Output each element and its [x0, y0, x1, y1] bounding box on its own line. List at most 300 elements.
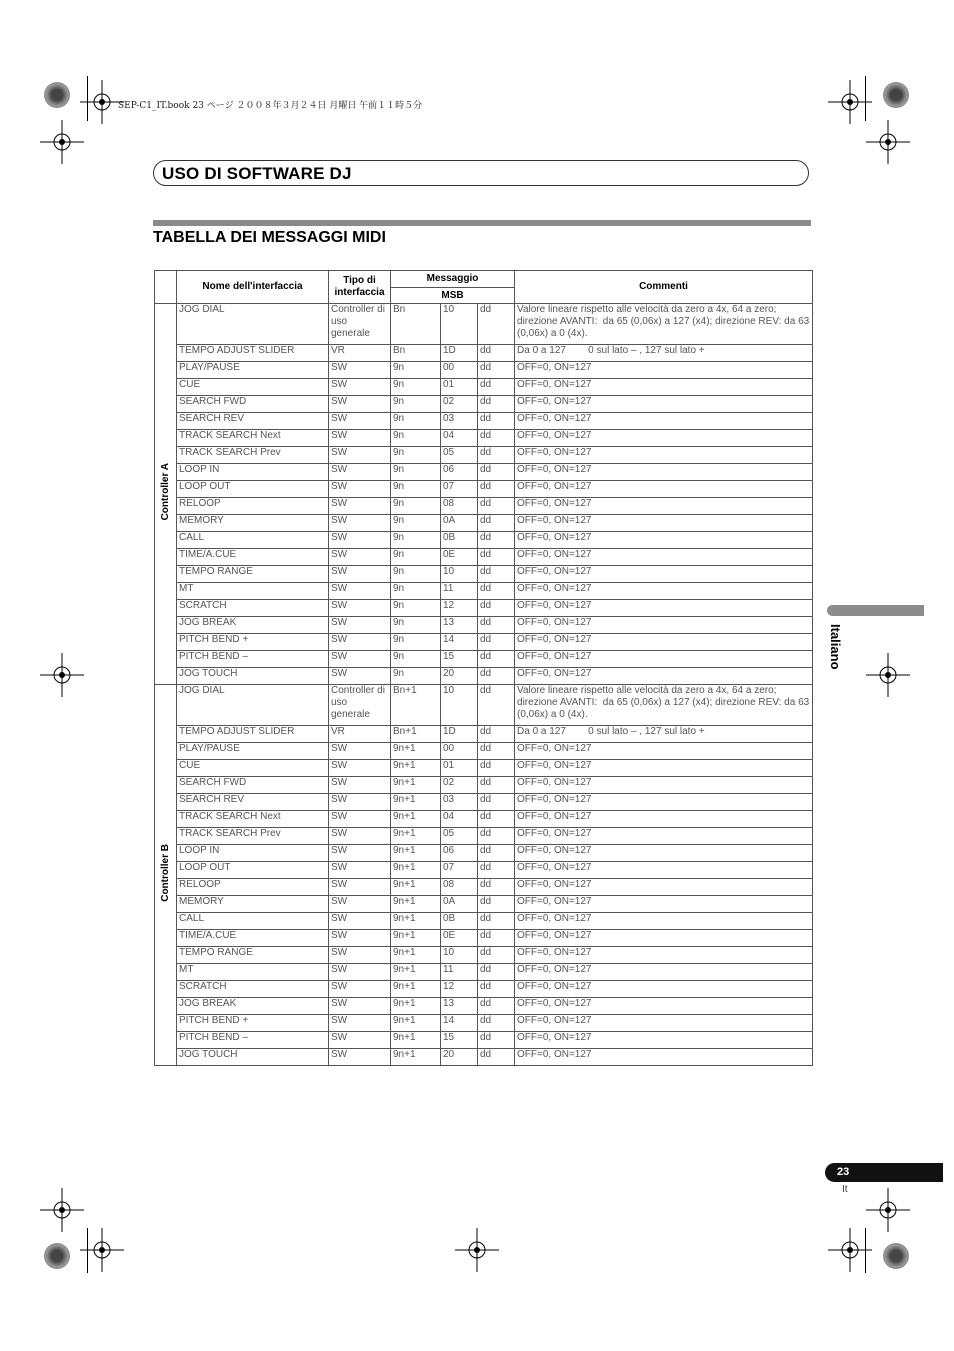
- cell-comment: OFF=0, ON=127: [515, 794, 813, 811]
- cell-msb: 10: [441, 947, 478, 964]
- cell-comment: OFF=0, ON=127: [515, 430, 813, 447]
- cell-value: dd: [478, 464, 515, 481]
- cell-interface: JOG DIAL: [177, 685, 329, 726]
- cell-msb: 05: [441, 828, 478, 845]
- crosshair-icon: [866, 120, 910, 164]
- cell-comment: OFF=0, ON=127: [515, 862, 813, 879]
- cell-type: SW: [329, 413, 391, 430]
- table-row: [155, 794, 813, 811]
- cell-status: 9n: [391, 515, 441, 532]
- table-row: [155, 998, 813, 1015]
- cell-comment: OFF=0, ON=127: [515, 811, 813, 828]
- cell-status: 9n: [391, 600, 441, 617]
- table-row: [155, 566, 813, 583]
- cell-type: SW: [329, 600, 391, 617]
- cell-value: dd: [478, 685, 515, 726]
- cell-status: 9n+1: [391, 1015, 441, 1032]
- cell-value: dd: [478, 743, 515, 760]
- cell-type: SW: [329, 566, 391, 583]
- group-label-cell: [155, 304, 177, 685]
- header-blank: [155, 271, 177, 304]
- cell-interface: JOG TOUCH: [177, 668, 329, 685]
- cell-type: SW: [329, 396, 391, 413]
- cell-value: dd: [478, 481, 515, 498]
- cell-interface: TIME/A.CUE: [177, 930, 329, 947]
- cell-msb: 0A: [441, 515, 478, 532]
- cell-comment: OFF=0, ON=127: [515, 379, 813, 396]
- cell-comment: OFF=0, ON=127: [515, 566, 813, 583]
- cell-status: 9n: [391, 447, 441, 464]
- table-row: [155, 896, 813, 913]
- cell-status: Bn+1: [391, 685, 441, 726]
- cell-msb: 0B: [441, 532, 478, 549]
- cell-msb: 10: [441, 566, 478, 583]
- cell-value: dd: [478, 447, 515, 464]
- cell-comment: OFF=0, ON=127: [515, 413, 813, 430]
- crosshair-icon: [40, 653, 84, 697]
- cell-type: SW: [329, 362, 391, 379]
- cell-type: SW: [329, 743, 391, 760]
- crosshair-icon: [866, 1188, 910, 1232]
- cell-comment: OFF=0, ON=127: [515, 743, 813, 760]
- cell-interface: TEMPO ADJUST SLIDER: [177, 726, 329, 743]
- cell-comment: OFF=0, ON=127: [515, 396, 813, 413]
- cell-msb: 10: [441, 685, 478, 726]
- cell-interface: SCRATCH: [177, 600, 329, 617]
- cell-type: SW: [329, 998, 391, 1015]
- cell-value: dd: [478, 515, 515, 532]
- cell-status: 9n+1: [391, 811, 441, 828]
- cell-msb: 08: [441, 498, 478, 515]
- cell-msb: 15: [441, 651, 478, 668]
- cell-interface: PITCH BEND –: [177, 651, 329, 668]
- cell-type: SW: [329, 515, 391, 532]
- cell-comment: OFF=0, ON=127: [515, 845, 813, 862]
- cell-comment: OFF=0, ON=127: [515, 947, 813, 964]
- cell-interface: PITCH BEND –: [177, 1032, 329, 1049]
- cell-comment: OFF=0, ON=127: [515, 777, 813, 794]
- cell-interface: TEMPO ADJUST SLIDER: [177, 345, 329, 362]
- cell-msb: 03: [441, 413, 478, 430]
- cell-status: 9n: [391, 668, 441, 685]
- cell-value: dd: [478, 1032, 515, 1049]
- cell-interface: LOOP IN: [177, 464, 329, 481]
- cell-msb: 13: [441, 998, 478, 1015]
- midi-message-table: [154, 270, 813, 1066]
- cell-value: dd: [478, 828, 515, 845]
- cell-value: dd: [478, 879, 515, 896]
- table-row: [155, 685, 813, 726]
- table-row: [155, 464, 813, 481]
- cell-type: SW: [329, 668, 391, 685]
- cell-value: dd: [478, 862, 515, 879]
- cell-status: 9n: [391, 617, 441, 634]
- cell-type: SW: [329, 532, 391, 549]
- cell-comment: OFF=0, ON=127: [515, 362, 813, 379]
- cell-status: 9n+1: [391, 777, 441, 794]
- cell-value: dd: [478, 634, 515, 651]
- cell-value: dd: [478, 913, 515, 930]
- cell-status: 9n: [391, 634, 441, 651]
- cell-type: VR: [329, 726, 391, 743]
- table-row: [155, 879, 813, 896]
- cell-msb: 07: [441, 481, 478, 498]
- cell-type: SW: [329, 498, 391, 515]
- cell-status: 9n: [391, 566, 441, 583]
- table-row: [155, 1032, 813, 1049]
- cell-comment: OFF=0, ON=127: [515, 600, 813, 617]
- cell-value: dd: [478, 1049, 515, 1066]
- table-row: [155, 304, 813, 345]
- table-row: [155, 726, 813, 743]
- cell-value: dd: [478, 498, 515, 515]
- cell-type: SW: [329, 1015, 391, 1032]
- cell-msb: 06: [441, 464, 478, 481]
- cell-type: SW: [329, 930, 391, 947]
- cell-comment: OFF=0, ON=127: [515, 760, 813, 777]
- cell-status: 9n+1: [391, 760, 441, 777]
- cell-type: SW: [329, 617, 391, 634]
- cell-comment: OFF=0, ON=127: [515, 998, 813, 1015]
- cell-value: dd: [478, 379, 515, 396]
- cell-interface: JOG BREAK: [177, 617, 329, 634]
- cell-interface: LOOP OUT: [177, 481, 329, 498]
- cell-type: SW: [329, 828, 391, 845]
- cell-comment: OFF=0, ON=127: [515, 583, 813, 600]
- cell-value: dd: [478, 777, 515, 794]
- cell-interface: PITCH BEND +: [177, 634, 329, 651]
- trim-line: [87, 1228, 88, 1273]
- crosshair-icon: [40, 120, 84, 164]
- crosshair-icon: [40, 1188, 84, 1232]
- cell-interface: JOG BREAK: [177, 998, 329, 1015]
- cell-msb: 00: [441, 743, 478, 760]
- cell-msb: 04: [441, 811, 478, 828]
- table-row: [155, 634, 813, 651]
- table-row: [155, 396, 813, 413]
- cell-msb: 20: [441, 1049, 478, 1066]
- cell-interface: CUE: [177, 379, 329, 396]
- group-label: Controller B: [159, 844, 171, 902]
- cell-value: dd: [478, 998, 515, 1015]
- cell-interface: TRACK SEARCH Next: [177, 811, 329, 828]
- table-row: [155, 1049, 813, 1066]
- cell-status: 9n+1: [391, 828, 441, 845]
- cell-comment: OFF=0, ON=127: [515, 464, 813, 481]
- cell-status: 9n: [391, 549, 441, 566]
- cell-status: 9n: [391, 583, 441, 600]
- cell-interface: JOG DIAL: [177, 304, 329, 345]
- cell-msb: 08: [441, 879, 478, 896]
- cell-interface: MT: [177, 583, 329, 600]
- cell-comment: OFF=0, ON=127: [515, 549, 813, 566]
- table-row: [155, 362, 813, 379]
- cell-comment: OFF=0, ON=127: [515, 913, 813, 930]
- cell-msb: 11: [441, 583, 478, 600]
- cell-status: 9n: [391, 379, 441, 396]
- cell-value: dd: [478, 981, 515, 998]
- header-msb: MSB: [391, 288, 515, 304]
- cell-type: SW: [329, 811, 391, 828]
- table-row: [155, 515, 813, 532]
- cell-status: 9n+1: [391, 913, 441, 930]
- table-row: [155, 964, 813, 981]
- cell-msb: 04: [441, 430, 478, 447]
- cell-value: dd: [478, 396, 515, 413]
- cell-value: dd: [478, 549, 515, 566]
- cell-status: 9n: [391, 498, 441, 515]
- registration-disk-icon: [44, 1243, 70, 1269]
- cell-type: SW: [329, 913, 391, 930]
- cell-type: SW: [329, 447, 391, 464]
- cell-status: 9n+1: [391, 845, 441, 862]
- table-row: [155, 1015, 813, 1032]
- cell-interface: CALL: [177, 532, 329, 549]
- cell-status: Bn: [391, 345, 441, 362]
- table-row: [155, 947, 813, 964]
- table-row: [155, 413, 813, 430]
- cell-status: 9n+1: [391, 896, 441, 913]
- cell-comment: Valore lineare rispetto alle velocità da zero a 4x, 64 a zero; direzione AVANTI: da 65 (0,06x) a 127 (x4); direzione REV: da 63 (0,06x) a 0 (4x).: [515, 685, 813, 726]
- cell-value: dd: [478, 362, 515, 379]
- table-row: [155, 862, 813, 879]
- header-interface: Nome dell'interfaccia: [177, 271, 329, 304]
- cell-type: SW: [329, 549, 391, 566]
- cell-value: dd: [478, 794, 515, 811]
- cell-interface: TEMPO RANGE: [177, 566, 329, 583]
- cell-value: dd: [478, 413, 515, 430]
- cell-value: dd: [478, 304, 515, 345]
- table-row: [155, 743, 813, 760]
- cell-value: dd: [478, 651, 515, 668]
- cell-msb: 13: [441, 617, 478, 634]
- cell-type: SW: [329, 464, 391, 481]
- table-row: [155, 583, 813, 600]
- cell-comment: OFF=0, ON=127: [515, 532, 813, 549]
- cell-status: Bn+1: [391, 726, 441, 743]
- cell-status: 9n+1: [391, 1049, 441, 1066]
- section-title: USO DI SOFTWARE DJ: [162, 164, 352, 183]
- cell-value: dd: [478, 668, 515, 685]
- table-row: [155, 760, 813, 777]
- cell-msb: 07: [441, 862, 478, 879]
- cell-type: Controller di uso generale: [329, 304, 391, 345]
- table-row: [155, 447, 813, 464]
- cell-interface: MEMORY: [177, 515, 329, 532]
- cell-interface: SEARCH REV: [177, 794, 329, 811]
- group-label: Controller A: [159, 463, 171, 521]
- cell-comment: OFF=0, ON=127: [515, 481, 813, 498]
- cell-value: dd: [478, 760, 515, 777]
- crosshair-icon: [455, 1228, 499, 1272]
- cell-value: dd: [478, 811, 515, 828]
- table-row: [155, 930, 813, 947]
- cell-status: 9n: [391, 362, 441, 379]
- cell-status: 9n+1: [391, 1032, 441, 1049]
- cell-msb: 10: [441, 304, 478, 345]
- cell-status: 9n+1: [391, 930, 441, 947]
- registration-disk-icon: [44, 82, 70, 108]
- cell-comment: OFF=0, ON=127: [515, 981, 813, 998]
- cell-type: SW: [329, 1049, 391, 1066]
- title-rule: [153, 220, 811, 226]
- cell-type: SW: [329, 981, 391, 998]
- cell-comment: OFF=0, ON=127: [515, 828, 813, 845]
- cell-value: dd: [478, 964, 515, 981]
- cell-status: 9n: [391, 413, 441, 430]
- cell-value: dd: [478, 947, 515, 964]
- cell-type: SW: [329, 862, 391, 879]
- cell-value: dd: [478, 600, 515, 617]
- table-body: [155, 304, 813, 1066]
- cell-type: SW: [329, 583, 391, 600]
- cell-msb: 12: [441, 600, 478, 617]
- cell-msb: 15: [441, 1032, 478, 1049]
- table-row: [155, 430, 813, 447]
- table-row: [155, 600, 813, 617]
- cell-interface: PLAY/PAUSE: [177, 362, 329, 379]
- cell-status: 9n: [391, 464, 441, 481]
- cell-status: 9n: [391, 651, 441, 668]
- cell-interface: SCRATCH: [177, 981, 329, 998]
- cell-msb: 14: [441, 1015, 478, 1032]
- cell-status: 9n+1: [391, 794, 441, 811]
- page-title: TABELLA DEI MESSAGGI MIDI: [153, 229, 386, 246]
- cell-comment: Da 0 a 127 0 sul lato – , 127 sul lato +: [515, 345, 813, 362]
- trim-line: [87, 76, 88, 121]
- cell-value: dd: [478, 430, 515, 447]
- language-label: [828, 624, 852, 684]
- cell-value: dd: [478, 845, 515, 862]
- cell-status: 9n+1: [391, 981, 441, 998]
- cell-msb: 0A: [441, 896, 478, 913]
- header-comments: Commenti: [515, 271, 813, 304]
- cell-interface: CUE: [177, 760, 329, 777]
- table-row: [155, 498, 813, 515]
- cell-msb: 00: [441, 362, 478, 379]
- cell-comment: OFF=0, ON=127: [515, 1049, 813, 1066]
- cell-comment: OFF=0, ON=127: [515, 617, 813, 634]
- table-row: [155, 549, 813, 566]
- cell-status: 9n+1: [391, 879, 441, 896]
- cell-interface: SEARCH FWD: [177, 777, 329, 794]
- table-row: [155, 379, 813, 396]
- cell-interface: TRACK SEARCH Next: [177, 430, 329, 447]
- cell-interface: SEARCH REV: [177, 413, 329, 430]
- cell-type: SW: [329, 481, 391, 498]
- cell-interface: RELOOP: [177, 879, 329, 896]
- cell-comment: OFF=0, ON=127: [515, 634, 813, 651]
- cell-comment: Valore lineare rispetto alle velocità da zero a 4x, 64 a zero; direzione AVANTI: da 65 (0,06x) a 127 (x4); direzione REV: da 63 (0,06x) a 0 (4x).: [515, 304, 813, 345]
- cell-status: 9n: [391, 481, 441, 498]
- cell-comment: OFF=0, ON=127: [515, 447, 813, 464]
- cell-type: SW: [329, 845, 391, 862]
- cell-msb: 0B: [441, 913, 478, 930]
- cell-comment: OFF=0, ON=127: [515, 1032, 813, 1049]
- trim-line: [865, 1228, 866, 1273]
- cell-comment: OFF=0, ON=127: [515, 879, 813, 896]
- cell-interface: LOOP IN: [177, 845, 329, 862]
- cell-interface: RELOOP: [177, 498, 329, 515]
- cell-interface: TRACK SEARCH Prev: [177, 447, 329, 464]
- cell-interface: PITCH BEND +: [177, 1015, 329, 1032]
- cell-type: SW: [329, 1032, 391, 1049]
- table-row: [155, 811, 813, 828]
- trim-line: [865, 76, 866, 121]
- table-row: [155, 845, 813, 862]
- header-message: Messaggio: [391, 271, 515, 288]
- cell-value: dd: [478, 617, 515, 634]
- cell-type: SW: [329, 777, 391, 794]
- cell-status: 9n+1: [391, 743, 441, 760]
- cell-value: dd: [478, 566, 515, 583]
- table-row: [155, 617, 813, 634]
- cell-msb: 06: [441, 845, 478, 862]
- cell-interface: TRACK SEARCH Prev: [177, 828, 329, 845]
- cell-type: VR: [329, 345, 391, 362]
- cell-interface: TEMPO RANGE: [177, 947, 329, 964]
- cell-msb: 02: [441, 777, 478, 794]
- cell-comment: OFF=0, ON=127: [515, 668, 813, 685]
- cell-interface: MT: [177, 964, 329, 981]
- cell-interface: TIME/A.CUE: [177, 549, 329, 566]
- cell-msb: 01: [441, 379, 478, 396]
- cell-comment: Da 0 a 127 0 sul lato – , 127 sul lato +: [515, 726, 813, 743]
- cell-type: SW: [329, 430, 391, 447]
- group-label-cell: [155, 685, 177, 1066]
- cell-status: 9n+1: [391, 998, 441, 1015]
- cell-type: SW: [329, 947, 391, 964]
- cell-interface: CALL: [177, 913, 329, 930]
- table-row: [155, 777, 813, 794]
- cell-msb: 20: [441, 668, 478, 685]
- cell-msb: 03: [441, 794, 478, 811]
- language-label-text: Italiano: [828, 624, 843, 670]
- table-row: [155, 913, 813, 930]
- cell-type: SW: [329, 794, 391, 811]
- cell-status: 9n+1: [391, 964, 441, 981]
- language-tab: [827, 605, 924, 616]
- registration-disk-icon: [883, 82, 909, 108]
- cell-comment: OFF=0, ON=127: [515, 964, 813, 981]
- cell-type: SW: [329, 379, 391, 396]
- book-header: SEP-C1_IT.book 23 ページ ２００８年３月２４日 月曜日 午前１１時５分: [118, 101, 423, 111]
- table-row: [155, 828, 813, 845]
- table-row: [155, 981, 813, 998]
- page-number: 23: [825, 1163, 943, 1182]
- cell-interface: LOOP OUT: [177, 862, 329, 879]
- cell-status: 9n: [391, 396, 441, 413]
- cell-type: Controller di uso generale: [329, 685, 391, 726]
- cell-msb: 11: [441, 964, 478, 981]
- table-row: [155, 532, 813, 549]
- cell-value: dd: [478, 583, 515, 600]
- cell-comment: OFF=0, ON=127: [515, 515, 813, 532]
- cell-type: SW: [329, 964, 391, 981]
- cell-comment: OFF=0, ON=127: [515, 498, 813, 515]
- cell-interface: JOG TOUCH: [177, 1049, 329, 1066]
- cell-type: SW: [329, 896, 391, 913]
- cell-type: SW: [329, 879, 391, 896]
- cell-status: 9n+1: [391, 947, 441, 964]
- cell-msb: 1D: [441, 726, 478, 743]
- registration-disk-icon: [883, 1243, 909, 1269]
- cell-msb: 05: [441, 447, 478, 464]
- cell-msb: 02: [441, 396, 478, 413]
- crosshair-icon: [866, 653, 910, 697]
- cell-msb: 0E: [441, 930, 478, 947]
- cell-status: Bn: [391, 304, 441, 345]
